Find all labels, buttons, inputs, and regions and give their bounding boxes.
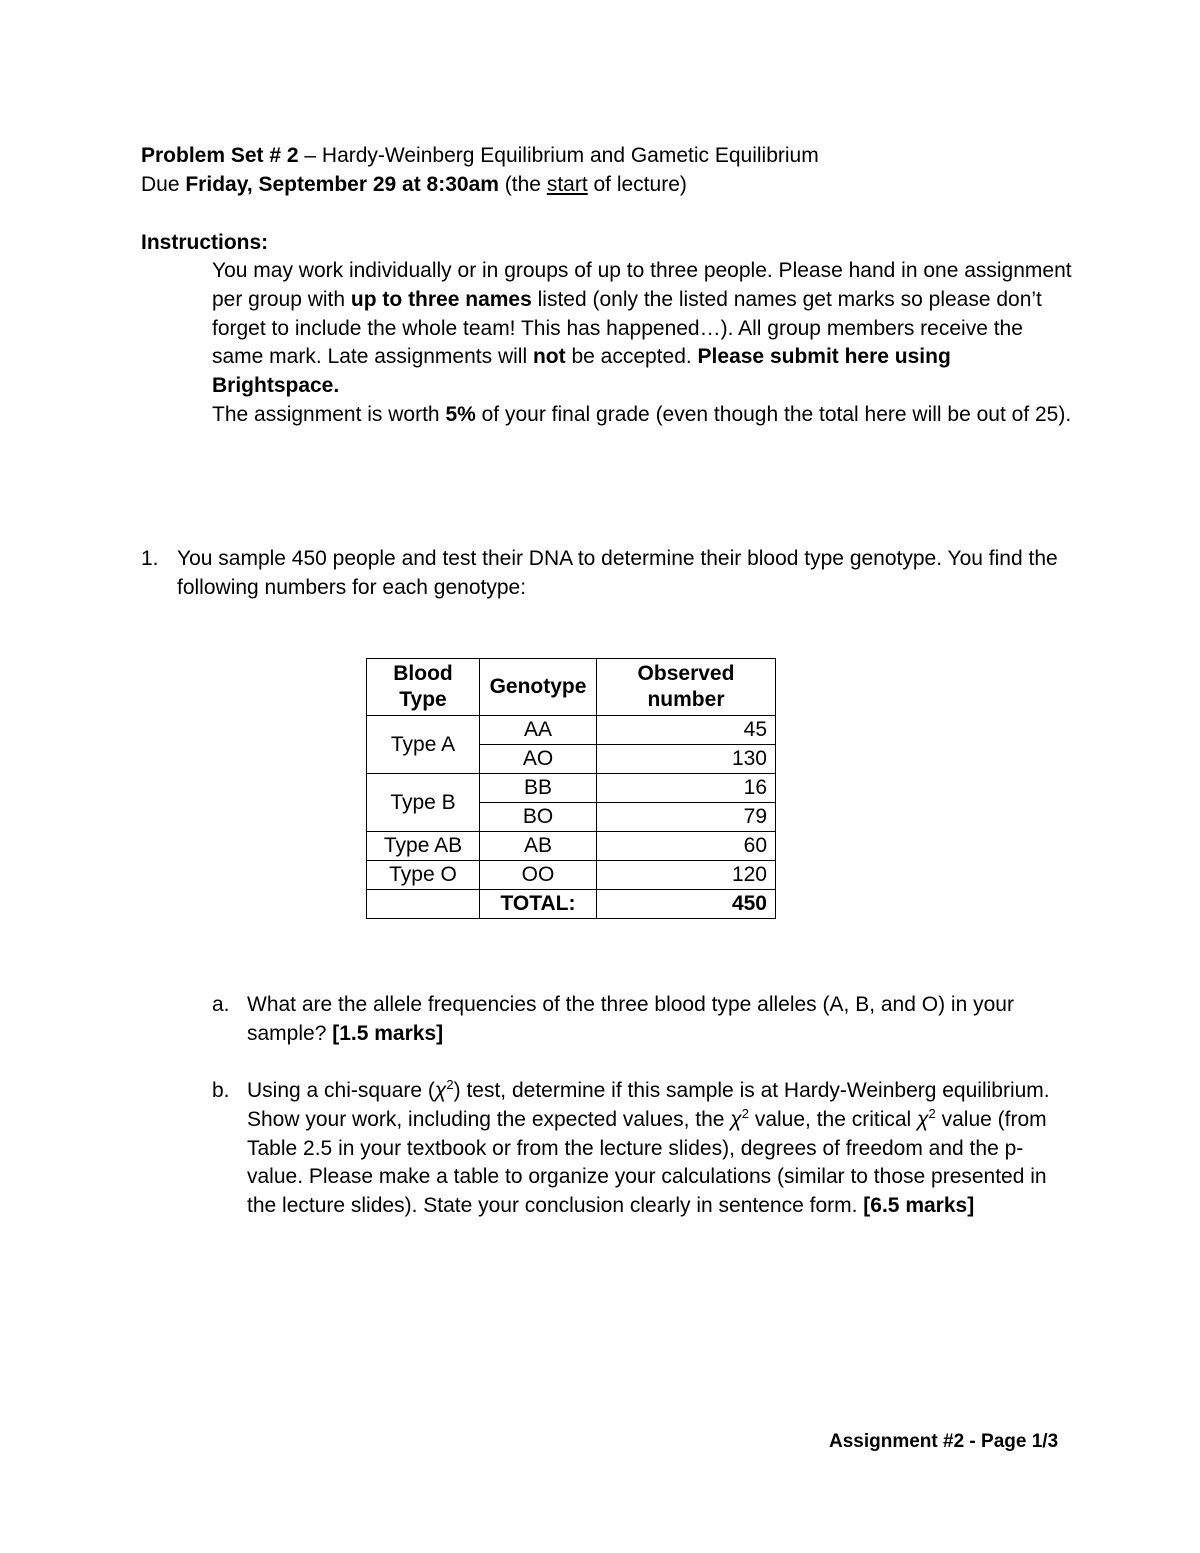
cell-genotype: OO <box>480 861 597 890</box>
cell-genotype: AA <box>480 716 597 745</box>
part-a-text: What are the allele frequencies of the three blood type alleles (A, B, and O) in your sample? [1.5 marks] <box>247 993 1014 1045</box>
cell-genotype: AB <box>480 832 597 861</box>
due-date: Due Friday, September 29 at 8:30am (the start of lecture) <box>141 173 687 196</box>
table-row <box>367 716 776 745</box>
question-1-text: You sample 450 people and test their DNA to determine their blood type genotype. You find the following numbers for each genotype: <box>177 547 1058 599</box>
table-row <box>367 861 776 890</box>
cell-blood-type: Type O <box>367 861 480 890</box>
header-blood-type: Blood Type <box>367 659 480 716</box>
part-b-text: Using a chi-square $(\chi^2)$ test, determine if this sample is at Hardy-Weinberg equilibrium. Show your work, including the expected values, the $\chi^2$ value, the critical $\chi^2$ value (from Table 2.5 in your textbook or from the lecture slides), degrees of freedom and the p-value. Please make a table to organize your calculations (similar to those presented in the lecture slides). State your conclusion clearly in sentence form. [6.5 marks] <box>247 1077 1050 1218</box>
table-total-row <box>367 890 776 919</box>
cell-blood-type: Type B <box>367 774 480 832</box>
instructions-paragraph-2: The assignment is worth 5% of your final grade (even though the total here will be out of 25). <box>212 402 1072 426</box>
genotype-table <box>366 658 776 919</box>
cell-observed: 16 <box>597 774 776 803</box>
instructions-paragraph-1: You may work individually or in groups of up to three people. Please hand in one assignment per group with up to three names listed (only the listed names get marks so please don’t forget to include the whole team! This has happened…). All group members receive the same mark. Late assignments will not be accepted. Please submit here using Brightspace. <box>212 259 1072 398</box>
cell-genotype: AO <box>480 745 597 774</box>
table-row <box>367 774 776 803</box>
total-value: 450 <box>597 890 776 919</box>
total-label: TOTAL: <box>480 890 597 919</box>
instructions-label: Instructions: <box>141 231 269 254</box>
question-1-number: 1. <box>141 547 159 570</box>
cell-genotype: BO <box>480 803 597 832</box>
cell-observed: 130 <box>597 745 776 774</box>
header-observed: Observed number <box>597 659 776 716</box>
table-header-row <box>367 659 776 716</box>
cell-genotype: BB <box>480 774 597 803</box>
header-genotype: Genotype <box>480 659 597 716</box>
cell-empty <box>367 890 480 919</box>
cell-observed: 60 <box>597 832 776 861</box>
cell-observed: 45 <box>597 716 776 745</box>
part-a-letter: a. <box>212 993 230 1016</box>
document-title: Problem Set # 2 – Hardy-Weinberg Equilibrium and Gametic Equilibrium <box>141 144 819 167</box>
cell-blood-type: Type AB <box>367 832 480 861</box>
part-b-letter: b. <box>212 1079 230 1102</box>
cell-observed: 79 <box>597 803 776 832</box>
table-row <box>367 832 776 861</box>
cell-blood-type: Type A <box>367 716 480 774</box>
cell-observed: 120 <box>597 861 776 890</box>
instructions-text <box>212 257 1072 430</box>
page-footer: Assignment #2 - Page 1/3 <box>829 1431 1059 1452</box>
